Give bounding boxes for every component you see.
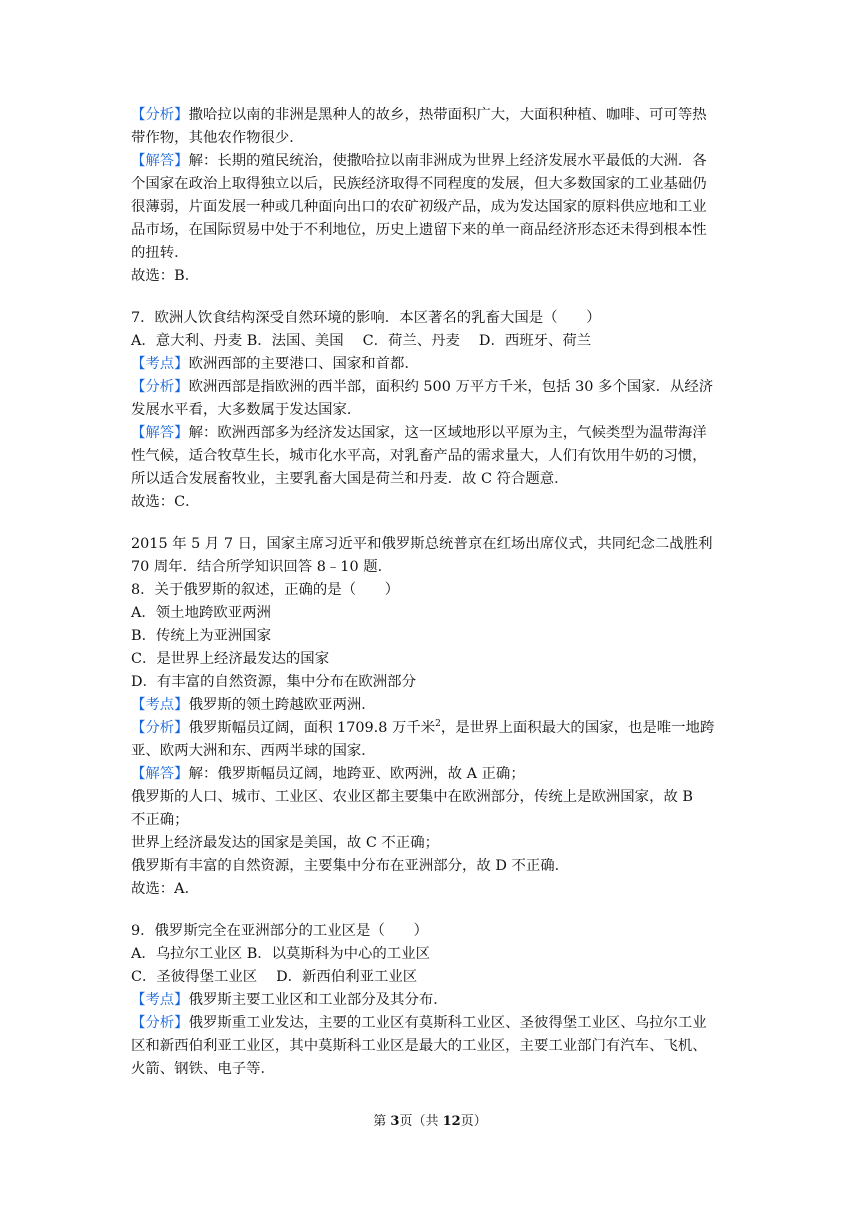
q9-analysis-line-1 bbox=[131, 1012, 735, 1034]
footer-suffix: 页） bbox=[460, 1114, 487, 1129]
analysis-tag: 【分析】 bbox=[131, 379, 189, 395]
q8-option-c: C．是世界上经济最发达的国家 bbox=[131, 651, 330, 667]
q8-point bbox=[131, 694, 735, 716]
q9-point-text: 俄罗斯主要工业区和工业部分及其分布． bbox=[188, 992, 448, 1008]
q9-analysis-line-3: 火箭、钢铁、电子等． bbox=[131, 1061, 275, 1077]
answer-tag: 【解答】 bbox=[131, 153, 189, 169]
q9-stem: 9．俄罗斯完全在亚洲部分的工业区是（ ） bbox=[131, 923, 428, 939]
q8-answer-text: 解：俄罗斯幅员辽阔，地跨亚、欧两洲，故 A 正确； bbox=[188, 766, 525, 782]
superscript-2: 2 bbox=[435, 719, 441, 730]
q9-options-line-1: A．乌拉尔工业区 B．以莫斯科为中心的工业区 bbox=[131, 946, 430, 962]
q9-point bbox=[131, 989, 735, 1011]
q6-analysis-line-1 bbox=[131, 104, 735, 126]
q8-analysis-text-cont: ，是世界上面积最大的国家，也是唯一地跨 bbox=[440, 720, 715, 736]
footer-page-number: 3 bbox=[390, 1114, 400, 1129]
q8-option-d: D．有丰富的自然资源，集中分布在欧洲部分 bbox=[131, 674, 416, 690]
point-tag: 【考点】 bbox=[131, 697, 189, 713]
q6-answer-line-2: 个国家在政治上取得独立以后，民族经济取得不同程度的发展，但大多数国家的工业基础仍 bbox=[131, 176, 707, 192]
q8-analysis-line-2: 亚、欧两大洲和东、西两半球的国家． bbox=[131, 743, 376, 759]
q7-point bbox=[131, 353, 735, 375]
q8-choice: 故选：A． bbox=[131, 881, 199, 897]
q9-options-line-2: C．圣彼得堡工业区 D．新西伯利亚工业区 bbox=[131, 969, 418, 985]
q8-answer-line-4: 世界上经济最发达的国家是美国，故 C 不正确； bbox=[131, 835, 439, 851]
q7-options: A．意大利、丹麦 B．法国、美国 C．荷兰、丹麦 D．西班牙、荷兰 bbox=[131, 333, 592, 349]
q7-answer-line-3: 所以适合发展畜牧业，主要乳畜大国是荷兰和丹麦．故 C 符合题意． bbox=[131, 471, 569, 487]
analysis-tag: 【分析】 bbox=[131, 1015, 189, 1031]
q6-choice: 故选：B． bbox=[131, 268, 200, 284]
footer-mid: 页（共 bbox=[399, 1114, 443, 1129]
q7-point-text: 欧洲西部的主要港口、国家和首都． bbox=[188, 356, 419, 372]
q8-analysis-line-1 bbox=[131, 717, 735, 739]
answer-tag: 【解答】 bbox=[131, 766, 189, 782]
q8-option-a: A．领土地跨欧亚两洲 bbox=[131, 605, 271, 621]
analysis-tag: 【分析】 bbox=[131, 107, 189, 123]
q8-answer-line-2: 俄罗斯的人口、城市、工业区、农业区都主要集中在欧洲部分，传统上是欧洲国家，故 B bbox=[131, 789, 693, 805]
q8-point-text: 俄罗斯的领土跨越欧亚两洲． bbox=[188, 697, 376, 713]
q7-choice: 故选：C． bbox=[131, 494, 200, 510]
q7-analysis-line-2: 发展水平看，大多数属于发达国家． bbox=[131, 402, 362, 418]
footer-total-pages: 12 bbox=[442, 1114, 461, 1129]
q8-option-b: B．传统上为亚洲国家 bbox=[131, 628, 272, 644]
q6-answer-line-1 bbox=[131, 150, 735, 172]
q8-analysis-text: 俄罗斯幅员辽阔，面积 1709.8 万千米 bbox=[188, 720, 436, 736]
point-tag: 【考点】 bbox=[131, 356, 189, 372]
q6-analysis-text: 撒哈拉以南的非洲是黑种人的故乡，热带面积广大，大面积种植、咖啡、可可等热 bbox=[188, 107, 707, 123]
q6-analysis-line-2: 带作物，其他农作物很少． bbox=[131, 130, 304, 146]
q6-answer-line-5: 的扭转． bbox=[131, 245, 189, 261]
intro-line-1: 2015 年 5 月 7 日，国家主席习近平和俄罗斯总统普京在红场出席仪式，共同纪念二战胜利 bbox=[131, 536, 713, 552]
page-footer bbox=[0, 1110, 860, 1129]
q8-answer-line-1 bbox=[131, 763, 735, 785]
footer-prefix: 第 bbox=[373, 1114, 391, 1129]
q6-answer-text: 解：长期的殖民统治，使撒哈拉以南非洲成为世界上经济发展水平最低的大洲．各 bbox=[188, 153, 707, 169]
answer-tag: 【解答】 bbox=[131, 425, 189, 441]
q7-stem: 7．欧洲人饮食结构深受自然环境的影响．本区著名的乳畜大国是（ ） bbox=[131, 310, 601, 326]
q8-answer-line-3: 不正确； bbox=[131, 812, 189, 828]
point-tag: 【考点】 bbox=[131, 992, 189, 1008]
q7-answer-line-2: 性气候，适合牧草生长，城市化水平高，对乳畜产品的需求量大，人们有饮用牛奶的习惯， bbox=[131, 448, 707, 464]
q9-analysis-text: 俄罗斯重工业发达，主要的工业区有莫斯科工业区、圣彼得堡工业区、乌拉尔工业 bbox=[188, 1015, 707, 1031]
q6-answer-line-4: 品市场，在国际贸易中处于不利地位，历史上遗留下来的单一商品经济形态还未得到根本性 bbox=[131, 222, 707, 238]
q6-answer-line-3: 很薄弱，片面发展一种或几种面向出口的农矿初级产品，成为发达国家的原料供应地和工业 bbox=[131, 199, 707, 215]
q7-answer-line-1 bbox=[131, 422, 735, 444]
q8-stem: 8．关于俄罗斯的叙述，正确的是（ ） bbox=[131, 582, 400, 598]
intro-line-2: 70 周年．结合所学知识回答 8﹣10 题． bbox=[131, 559, 392, 575]
q8-answer-line-5: 俄罗斯有丰富的自然资源，主要集中分布在亚洲部分，故 D 不正确． bbox=[131, 858, 570, 874]
q7-answer-text: 解：欧洲西部多为经济发达国家，这一区域地形以平原为主，气候类型为温带海洋 bbox=[188, 425, 707, 441]
analysis-tag: 【分析】 bbox=[131, 720, 189, 736]
q7-analysis-text: 欧洲西部是指欧洲的西半部，面积约 500 万平方千米，包括 30 多个国家．从经济 bbox=[188, 379, 714, 395]
q7-analysis-line-1 bbox=[131, 376, 735, 398]
q9-analysis-line-2: 区和新西伯利亚工业区，其中莫斯科工业区是最大的工业区，主要工业部门有汽车、飞机、 bbox=[131, 1038, 707, 1054]
